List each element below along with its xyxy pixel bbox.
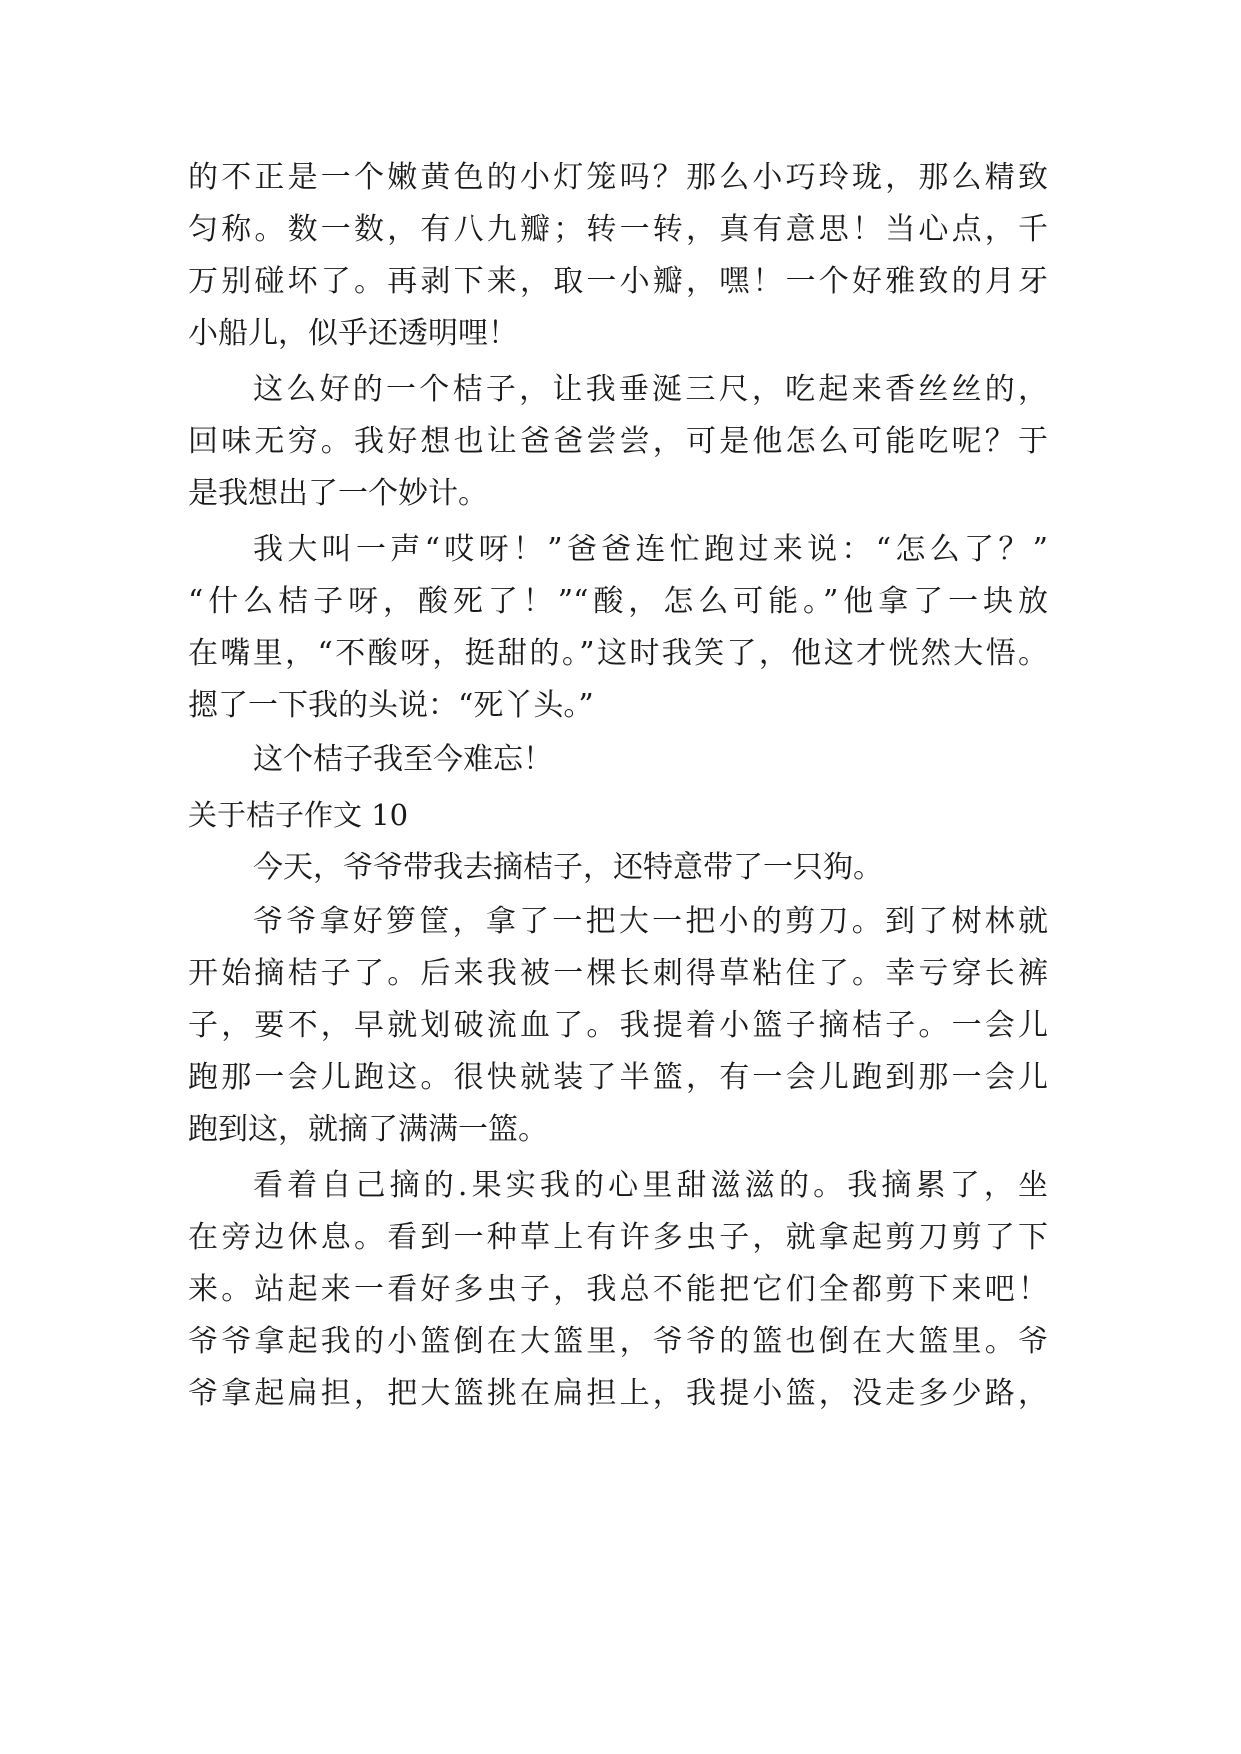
text-line: 是我想出了一个妙计。 [188, 476, 488, 511]
text-line: 开始摘桔子了。后来我被一棵长刺得草粘住了。幸亏穿长裤 [188, 956, 1048, 991]
text-line: 这个桔子我至今难忘！ [253, 742, 553, 777]
text-line: 爷爷拿起我的小篮倒在大篮里，爷爷的篮也倒在大篮里。爷 [188, 1324, 1048, 1359]
text-line: 的不正是一个嫩黄色的小灯笼吗？那么小巧玲珑，那么精致 [188, 160, 1048, 195]
text-line: 看着自己摘的.果实我的心里甜滋滋的。我摘累了，坐 [253, 1168, 1048, 1203]
text-line: 回味无穷。我好想也让爸爸尝尝，可是他怎么可能吃呢？于 [188, 424, 1048, 459]
section-heading: 关于桔子作文 10 [188, 798, 409, 832]
text-line: 爷拿起扁担，把大篮挑在扁担上，我提小篮，没走多少路， [188, 1376, 1048, 1411]
text-line: 爷爷拿好箩筐，拿了一把大一把小的剪刀。到了树林就 [253, 904, 1048, 939]
text-line: 在嘴里，“不酸呀，挺甜的。”这时我笑了，他这才恍然大悟。 [188, 636, 1048, 671]
text-line: “什么桔子呀，酸死了！”“酸，怎么可能。”他拿了一块放 [188, 584, 1048, 619]
text-line: 摁了一下我的头说：“死丫头。” [188, 688, 594, 723]
text-line: 小船儿，似乎还透明哩！ [188, 316, 518, 351]
text-line: 万别碰坏了。再剥下来，取一小瓣，嘿！一个好雅致的月牙 [188, 264, 1048, 299]
text-line: 这么好的一个桔子，让我垂涎三尺，吃起来香丝丝的， [253, 372, 1048, 407]
text-line: 在旁边休息。看到一种草上有许多虫子，就拿起剪刀剪了下 [188, 1220, 1048, 1255]
text-line: 子，要不，早就划破流血了。我提着小篮子摘桔子。一会儿 [188, 1008, 1048, 1043]
text-line: 跑那一会儿跑这。很快就装了半篮，有一会儿跑到那一会儿 [188, 1060, 1048, 1095]
text-line: 今天，爷爷带我去摘桔子，还特意带了一只狗。 [253, 850, 883, 885]
text-line: 我大叫一声“哎呀！”爸爸连忙跑过来说：“怎么了？” [253, 532, 1048, 567]
text-line: 跑到这，就摘了满满一篮。 [188, 1112, 548, 1147]
text-line: 来。站起来一看好多虫子，我总不能把它们全都剪下来吧！ [188, 1272, 1048, 1307]
text-line: 匀称。数一数，有八九瓣；转一转，真有意思！当心点，千 [188, 212, 1048, 247]
